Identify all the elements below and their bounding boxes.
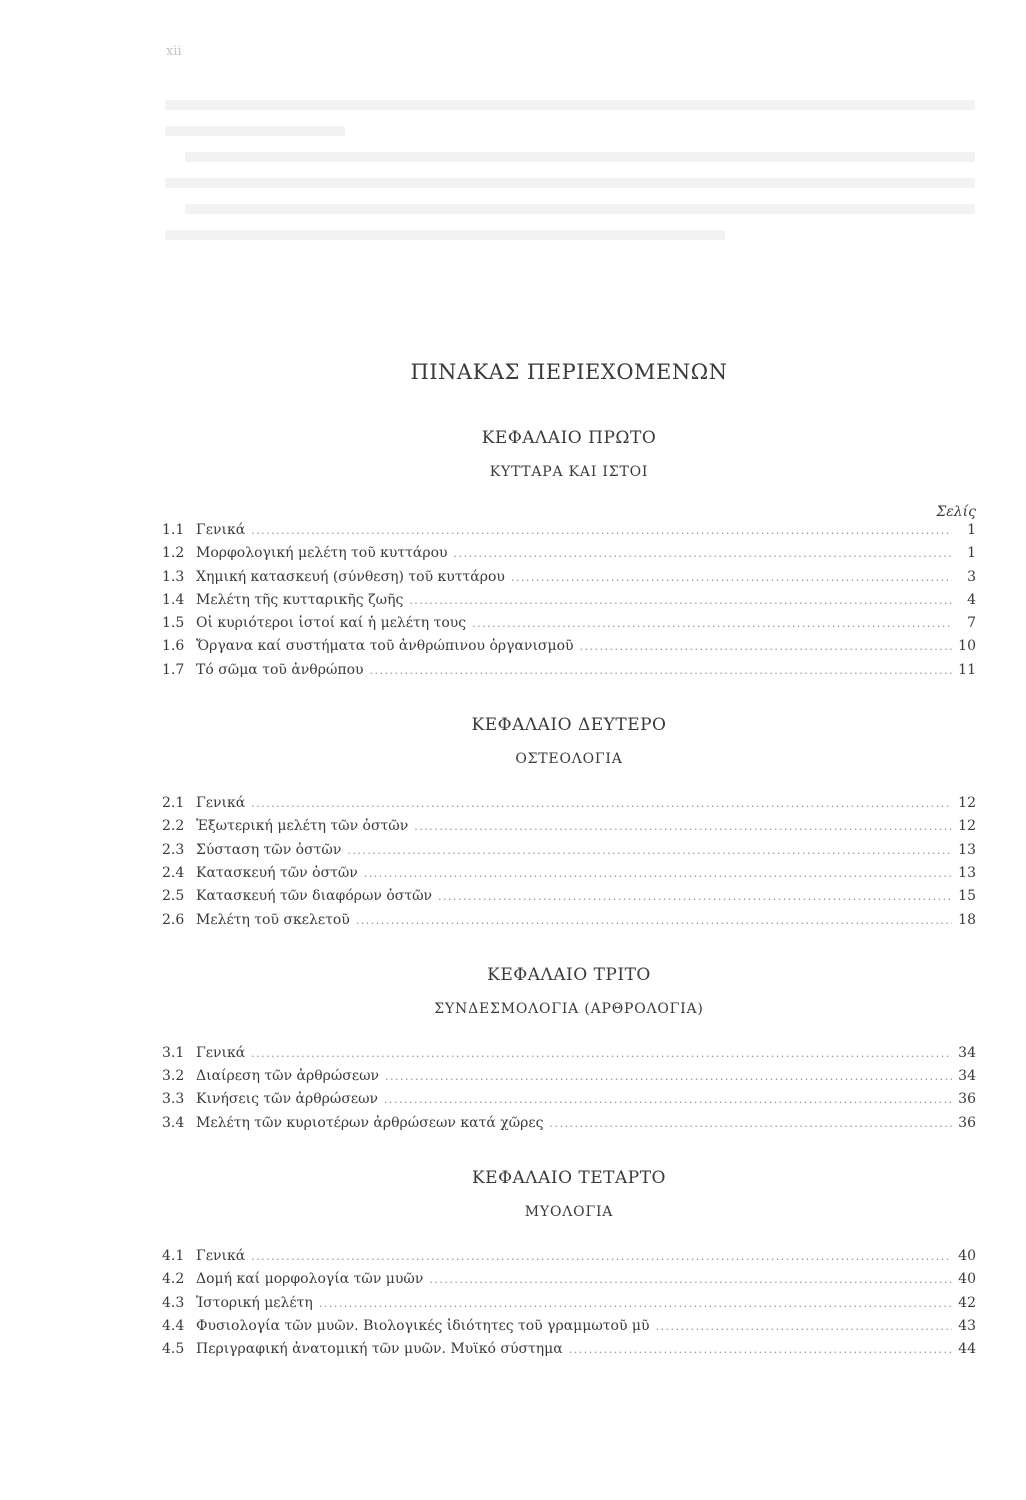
toc-entry [162, 912, 976, 935]
dot-leader [385, 1070, 952, 1083]
dot-leader [364, 867, 952, 880]
entry-title: Μελέτη τῶν κυριοτέρων ἀρθρώσεων κατά χῶρες [196, 1114, 544, 1131]
entry-title: Γενικά [196, 522, 246, 538]
chapter-section [162, 428, 976, 685]
entry-number: 4.3 [162, 1294, 185, 1311]
entry-number: 3.3 [162, 1091, 185, 1108]
entry-page-number: 40 [958, 1271, 976, 1288]
entry-page-number: 15 [958, 888, 976, 905]
chapter-heading: ΚΕΦΑΛΑΙΟ ΤΕΤΑΡΤΟ [471, 1168, 666, 1189]
pages-column-label: Σελίς [936, 504, 976, 520]
entry-number: 1.3 [162, 568, 185, 585]
toc-entry [162, 888, 976, 911]
toc-entry [162, 638, 976, 661]
toc-entry [162, 1341, 976, 1364]
entry-title: Περιγραφική ἀνατομική τῶν μυῶν. Μυϊκό σύστημα [196, 1341, 563, 1358]
entry-number: 1.1 [162, 522, 185, 538]
entry-number: 2.3 [162, 841, 185, 858]
entry-page-number: 1 [967, 522, 976, 538]
entry-title: Κατασκευή τῶν ὀστῶν [196, 864, 358, 881]
toc-entry [162, 662, 976, 685]
entry-list [162, 795, 976, 935]
entry-number: 2.6 [162, 911, 185, 928]
entry-page-number: 3 [967, 568, 976, 585]
entry-title: Σύσταση τῶν ὀστῶν [196, 841, 342, 858]
entry-number: 3.4 [162, 1114, 185, 1131]
dot-leader [347, 844, 952, 857]
entry-number: 1.7 [162, 661, 185, 678]
toc-entry [162, 592, 976, 615]
dot-leader [319, 1297, 952, 1310]
entry-list [162, 1045, 976, 1138]
entry-title: Ὄργανα καί συστήματα τοῦ ἀνθρώπινου ὀργανισμοῦ [196, 638, 574, 655]
dot-leader [251, 797, 952, 810]
entry-page-number: 34 [958, 1044, 976, 1061]
entry-page-number: 11 [958, 661, 976, 678]
toc-entry [162, 1248, 976, 1271]
bleed-through-line [165, 100, 975, 110]
entry-list [162, 1248, 976, 1364]
toc-entry [162, 1295, 976, 1318]
entry-page-number: 4 [967, 591, 976, 608]
entry-page-number: 18 [958, 911, 976, 928]
toc-entry [162, 865, 976, 888]
entry-number: 1.5 [162, 615, 185, 632]
chapter-section [162, 965, 976, 1138]
toc-entry [162, 545, 976, 568]
toc-title: ΠΙΝΑΚΑΣ ΠΕΡΙΕΧΟΜΕΝΩΝ [410, 360, 728, 384]
toc-entry [162, 1115, 976, 1138]
entry-number: 3.2 [162, 1068, 185, 1085]
chapter-subtitle: ΟΣΤΕΟΛΟΓΙΑ [515, 751, 623, 768]
entry-number: 2.1 [162, 795, 185, 812]
entry-title: Διαίρεση τῶν ἀρθρώσεων [196, 1068, 380, 1085]
toc-entry [162, 569, 976, 592]
entry-page-number: 12 [958, 795, 976, 812]
entry-title: Μελέτη τῆς κυτταρικῆς ζωῆς [196, 591, 404, 608]
dot-leader [454, 547, 952, 560]
dot-leader [356, 914, 952, 927]
entry-title: Ἐξωτερική μελέτη τῶν ὀστῶν [196, 818, 409, 835]
entry-title: Κατασκευή τῶν διαφόρων ὀστῶν [196, 888, 433, 905]
chapter-heading: ΚΕΦΑΛΑΙΟ ΠΡΩΤΟ [481, 428, 657, 448]
table-of-contents [162, 360, 976, 1395]
entry-number: 2.4 [162, 864, 185, 881]
entry-title: Φυσιολογία τῶν μυῶν. Βιολογικές ἰδιότητες τοῦ γραμμωτοῦ μῦ [196, 1317, 650, 1334]
dot-leader [384, 1093, 952, 1106]
entry-title: Γενικά [196, 795, 246, 812]
entry-title: Μορφολογική μελέτη τοῦ κυττάρου [196, 545, 448, 562]
entry-page-number: 43 [958, 1317, 976, 1334]
entry-title: Τό σῶμα τοῦ ἀνθρώπου [196, 661, 364, 678]
chapter-heading: ΚΕΦΑΛΑΙΟ ΤΡΙΤΟ [487, 964, 651, 985]
entry-page-number: 40 [958, 1248, 976, 1265]
entry-title: Οἱ κυριότεροι ἱστοί καί ἡ μελέτη τους [196, 615, 467, 632]
bleed-through-line [185, 204, 975, 214]
entry-number: 1.6 [162, 638, 185, 655]
entry-number: 4.1 [162, 1248, 185, 1265]
entry-number: 3.1 [162, 1044, 185, 1061]
chapter-section [162, 1168, 976, 1364]
bleed-through-line [165, 230, 725, 240]
entry-number: 4.4 [162, 1317, 185, 1334]
entry-title: Γενικά [196, 1044, 246, 1061]
entry-number: 4.2 [162, 1271, 185, 1288]
entry-page-number: 10 [958, 638, 976, 655]
entry-number: 4.5 [162, 1341, 185, 1358]
chapter-section [162, 715, 976, 935]
toc-entry [162, 1318, 976, 1341]
chapter-subtitle: ΣΥΝΔΕΣΜΟΛΟΓΙΑ (ΑΡΘΡΟΛΟΓΙΑ) [434, 1000, 704, 1017]
chapter-subtitle: ΚΥΤΤΑΡΑ ΚΑΙ ΙΣΤΟΙ [489, 464, 649, 480]
toc-entry [162, 795, 976, 818]
dot-leader [656, 1320, 952, 1333]
entry-title: Γενικά [196, 1248, 246, 1265]
entry-title: Χημική κατασκευή (σύνθεση) τοῦ κυττάρου [196, 568, 505, 585]
dot-leader [370, 664, 952, 677]
chapter-subtitle: ΜΥΟΛΟΓΙΑ [524, 1204, 614, 1221]
dot-leader [251, 1250, 952, 1263]
entry-number: 1.2 [162, 545, 185, 562]
toc-entry [162, 615, 976, 638]
entry-title: Δομή καί μορφολογία τῶν μυῶν [196, 1271, 424, 1288]
entry-page-number: 13 [958, 841, 976, 858]
entry-page-number: 42 [958, 1294, 976, 1311]
entry-page-number: 1 [967, 545, 976, 562]
toc-entry [162, 1091, 976, 1114]
bleed-through-line [165, 126, 345, 136]
page-number: xii [166, 44, 182, 59]
dot-leader [569, 1343, 952, 1356]
entry-title: Μελέτη τοῦ σκελετοῦ [196, 911, 350, 928]
dot-leader [472, 617, 952, 630]
dot-leader [251, 1047, 952, 1060]
bleed-through-line [185, 152, 975, 162]
toc-entry [162, 842, 976, 865]
entry-number: 1.4 [162, 591, 185, 608]
dot-leader [429, 1273, 952, 1286]
entry-page-number: 36 [958, 1114, 976, 1131]
entry-title: Ἱστορική μελέτη [196, 1294, 313, 1311]
entry-page-number: 13 [958, 864, 976, 881]
toc-entry [162, 1068, 976, 1091]
toc-entry [162, 1045, 976, 1068]
dot-leader [414, 820, 952, 833]
dot-leader [409, 594, 952, 607]
entry-title: Κινήσεις τῶν ἀρθρώσεων [196, 1091, 379, 1108]
entry-page-number: 7 [967, 615, 976, 632]
toc-entry [162, 1271, 976, 1294]
bleed-through-line [165, 178, 975, 188]
dot-leader [251, 524, 952, 537]
toc-entry [162, 522, 976, 545]
entry-number: 2.2 [162, 818, 185, 835]
dot-leader [438, 890, 952, 903]
entry-page-number: 44 [958, 1341, 976, 1358]
entry-list [162, 522, 976, 685]
entry-page-number: 34 [958, 1068, 976, 1085]
dot-leader [580, 640, 952, 653]
toc-entry [162, 818, 976, 841]
entry-number: 2.5 [162, 888, 185, 905]
entry-page-number: 36 [958, 1091, 976, 1108]
dot-leader [511, 571, 952, 584]
chapter-heading: ΚΕΦΑΛΑΙΟ ΔΕΥΤΕΡΟ [471, 715, 667, 736]
dot-leader [549, 1117, 952, 1130]
entry-page-number: 12 [958, 818, 976, 835]
